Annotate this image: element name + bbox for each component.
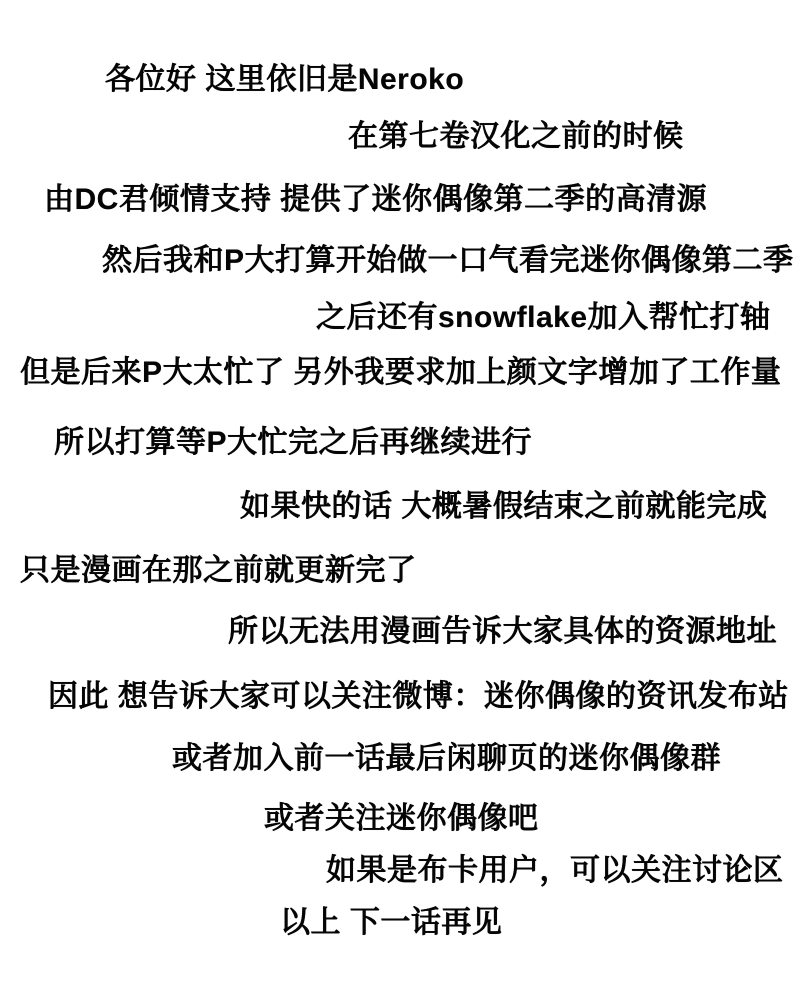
afterword-line-14: 如果是布卡用户，可以关注讨论区 — [326, 854, 784, 887]
afterword-line-10: 所以无法用漫画告诉大家具体的资源地址 — [228, 615, 777, 648]
afterword-line-6: 但是后来P大太忙了 另外我要求加上颜文字增加了工作量 — [20, 356, 782, 389]
afterword-line-1: 各位好 这里依旧是Neroko — [105, 63, 465, 96]
afterword-line-15: 以上 下一话再见 — [280, 906, 503, 939]
afterword-line-7: 所以打算等P大忙完之后再继续进行 — [54, 426, 533, 459]
afterword-line-8: 如果快的话 大概暑假结束之前就能完成 — [240, 490, 768, 523]
afterword-line-3: 由DC君倾情支持 提供了迷你偶像第二季的高清源 — [44, 183, 708, 216]
afterword-line-12: 或者加入前一话最后闲聊页的迷你偶像群 — [172, 742, 721, 775]
afterword-line-9: 只是漫画在那之前就更新完了 — [20, 554, 417, 587]
afterword-line-11: 因此 想告诉大家可以关注微博：迷你偶像的资讯发布站 — [48, 680, 789, 713]
afterword-line-5: 之后还有snowflake加入帮忙打轴 — [316, 301, 771, 334]
afterword-line-13: 或者关注迷你偶像吧 — [264, 802, 539, 835]
afterword-line-2: 在第七卷汉化之前的时候 — [348, 120, 684, 153]
afterword-line-4: 然后我和P大打算开始做一口气看完迷你偶像第二季 — [102, 244, 794, 277]
